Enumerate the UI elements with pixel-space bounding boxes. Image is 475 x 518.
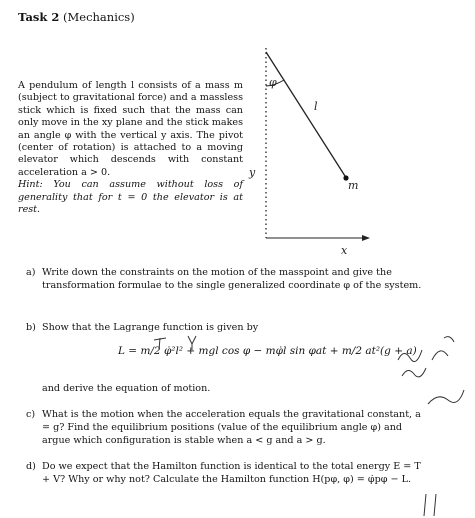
- label-x: x: [341, 244, 348, 257]
- lagrange-formula: L = m/2 φ̇²l² + mgl cos φ − mφ̇l sin φat + m/2 at²(g + a): [118, 345, 417, 357]
- question-b-continued: and derive the equation of motion.: [42, 383, 211, 394]
- question-a: a) Write down the constraints on the motion of the masspoint and give the transformation formulae to the single generalized coordinate φ of the system.: [26, 267, 422, 291]
- handwritten-marks-bottom: [418, 492, 448, 518]
- label-m: m: [348, 179, 359, 192]
- hint-text: Hint: You can assume without loss of generality that for t = 0 the elevator is at rest.: [18, 179, 243, 216]
- intro-text: A pendulum of length l consists of a mass m (subject to gravitational force) and a massless stick which is fixed such that the mass can only move in the xy plane and the stick makes an angle φ with the vertical y axis. The pivot (center of rotation) is attached to a moving elevator which descends with constant acceleration a > 0.: [18, 80, 243, 178]
- problem-description: [18, 80, 243, 216]
- handwritten-marks-margin: [392, 330, 470, 420]
- x-axis-arrow: [362, 235, 370, 241]
- label-phi: φ: [269, 76, 277, 89]
- question-d: d) Do we expect that the Hamilton function is identical to the total energy E = T + V? Why or why not? Calculate the Hamilton function H(pφ, φ) = φ̇pφ − L.: [26, 461, 421, 485]
- question-c: c) What is the motion when the acceleration equals the gravitational constant, a = g? Find the equilibrium positions (value of the equilibrium angle φ) and argue which configuration is stable when a < g and a > g.: [26, 409, 421, 446]
- pendulum-stick: [266, 52, 345, 176]
- label-y: y: [249, 166, 256, 179]
- question-b: b) Show that the Lagrange function is given by: [26, 322, 259, 333]
- handwritten-marks-formula: [150, 334, 210, 356]
- pendulum-figure: [244, 42, 384, 262]
- pendulum-diagram: [244, 42, 384, 262]
- label-l: l: [314, 100, 318, 113]
- task-title: Task 2 (Mechanics): [18, 10, 135, 24]
